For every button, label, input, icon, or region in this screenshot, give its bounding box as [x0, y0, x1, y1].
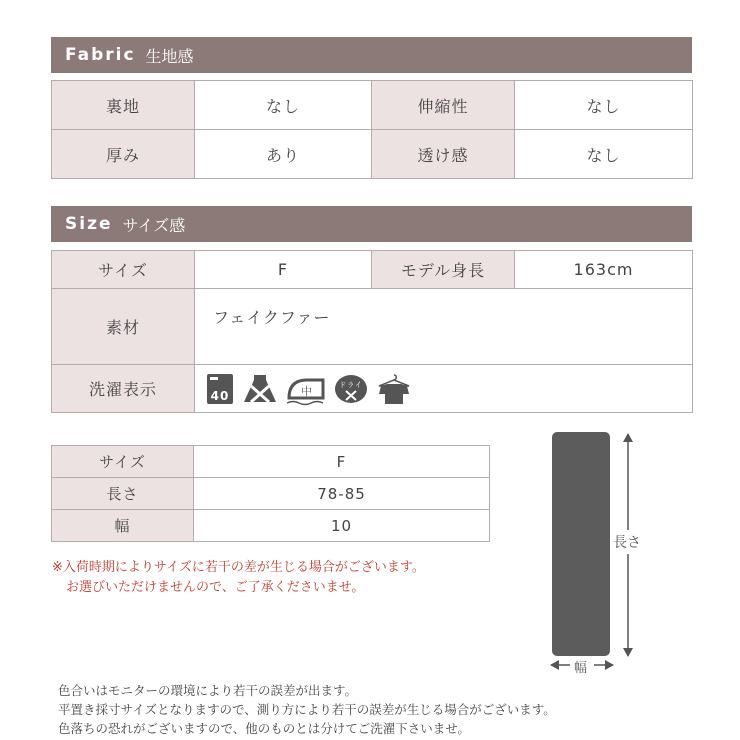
measure-size-value: F	[194, 446, 490, 478]
measurement-table	[51, 445, 490, 542]
size-title-jp: サイズ感	[122, 215, 186, 235]
no-dry-clean-icon	[333, 372, 369, 406]
size-title-en: Size	[65, 214, 113, 234]
measure-width-value: 10	[194, 510, 490, 542]
length-label: 長さ	[613, 530, 641, 554]
size-section-header	[51, 206, 692, 242]
measure-length-value: 78-85	[194, 478, 490, 510]
table-row	[52, 365, 693, 413]
table-row	[52, 130, 693, 179]
table-row	[52, 81, 693, 130]
wash-temp-text: 40	[210, 388, 230, 403]
fabric-table	[51, 80, 693, 179]
fabric-section-header	[51, 37, 692, 73]
size-note-line-2: お選びいただけませんので、ご了承くださいませ。	[66, 580, 365, 595]
measure-size-label: サイズ	[52, 446, 194, 478]
size-table	[51, 250, 693, 413]
table-row	[52, 251, 693, 289]
sheer-value: なし	[515, 130, 693, 179]
material-label: 素材	[52, 289, 195, 365]
lining-value: なし	[195, 81, 372, 130]
size-note-line-1: ※入荷時期によりサイズに若干の差が生じる場合がございます。	[52, 560, 425, 575]
sheer-label: 透け感	[372, 130, 515, 179]
table-row	[52, 446, 490, 478]
iron-temp-text: 中	[301, 384, 314, 398]
care-label: 洗濯表示	[52, 365, 195, 413]
model-height-label: モデル身長	[372, 251, 515, 289]
stretch-value: なし	[515, 81, 693, 130]
dry-clean-text: ドライ	[339, 380, 364, 389]
fabric-title-en: Fabric	[65, 45, 136, 65]
size-label: サイズ	[52, 251, 195, 289]
disclaimer-line-3: 色落ちの恐れがございますので、他のものとは分けてご洗濯下さいませ。	[58, 721, 470, 736]
fabric-title-jp: 生地感	[145, 46, 194, 66]
wash-40-icon	[205, 372, 235, 406]
material-value: フェイクファー	[195, 289, 693, 365]
measure-length-label: 長さ	[52, 478, 194, 510]
stretch-label: 伸縮性	[372, 81, 515, 130]
lining-label: 裏地	[52, 81, 195, 130]
disclaimer-line-1: 色合いはモニターの環境により若干の誤差が出ます。	[58, 683, 358, 698]
measure-width-label: 幅	[52, 510, 194, 542]
care-icons	[195, 365, 693, 413]
hang-dry-icon	[375, 372, 413, 406]
model-height-value: 163cm	[515, 251, 693, 289]
no-bleach-icon	[241, 372, 279, 406]
table-row	[52, 478, 490, 510]
iron-low-icon	[285, 372, 327, 406]
thickness-label: 厚み	[52, 130, 195, 179]
disclaimer-line-2: 平置き採寸サイズとなりますので、測り方により若干の誤差が生じる場合がございます。	[58, 702, 556, 717]
thickness-value: あり	[195, 130, 372, 179]
table-row	[52, 289, 693, 365]
size-value: F	[195, 251, 372, 289]
scarf-diagram	[552, 432, 610, 656]
table-row	[52, 510, 490, 542]
width-label: 幅	[574, 661, 588, 676]
